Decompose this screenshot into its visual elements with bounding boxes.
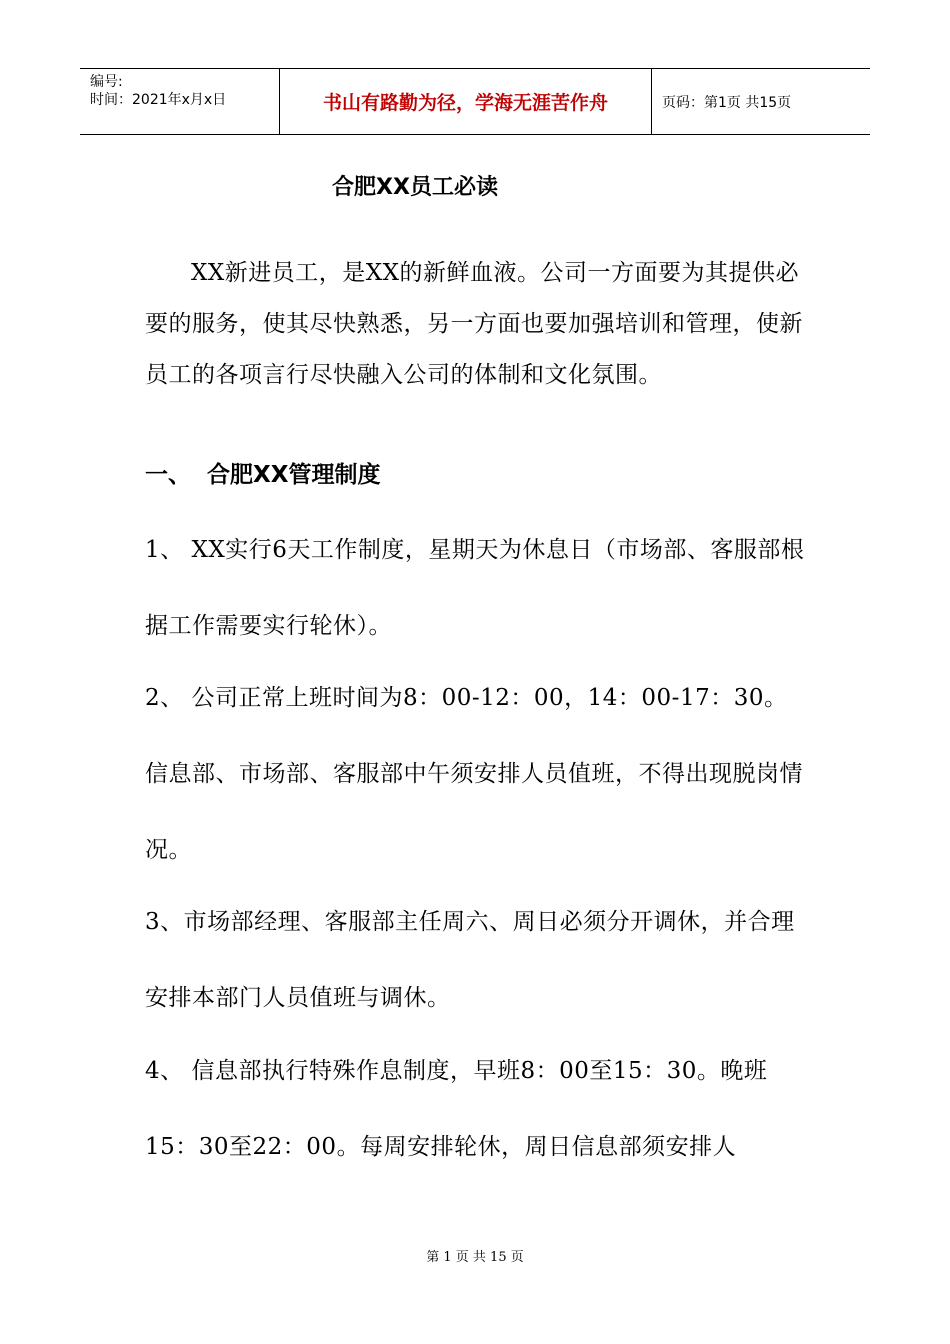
rule-item-3: 3、市场部经理、客服部主任周六、周日必须分开调休，并合理安排本部门人员值班与调休。 <box>145 909 795 1011</box>
rule-item-1: 1、 XX实行6天工作制度，星期天为休息日（市场部、客服部根据工作需要实行轮休）。 <box>145 537 805 639</box>
section-heading <box>145 456 380 489</box>
page-footer: 第 1 页 共 15 页 <box>426 1250 524 1265</box>
section-number: 一、 <box>145 462 191 488</box>
page-header <box>80 68 870 135</box>
time-label: 时间：2021年x月x日 <box>90 92 227 108</box>
header-meta <box>80 69 280 134</box>
section-title: 合肥XX管理制度 <box>207 462 381 488</box>
header-motto: 书山有路勤为径，学海无涯苦作舟 <box>280 69 652 134</box>
rule-item-2: 2、 公司正常上班时间为8：00-12：00，14：00-17：30。信息部、市场部、客服部中午须安排人员值班，不得出现脱岗情况。 <box>145 685 803 863</box>
intro-paragraph: XX新进员工，是XX的新鲜血液。公司一方面要为其提供必要的服务，使其尽快熟悉，另一方面也要加强培训和管理，使新员工的各项言行尽快融入公司的体制和文化氛围。 <box>145 260 803 388</box>
number-label: 编号: <box>90 74 123 90</box>
rule-item-4: 4、 信息部执行特殊作息制度，早班8：00至15：30。晚班15：30至22：00。每周安排轮休，周日信息部须安排人 <box>145 1058 768 1160</box>
document-title: 合肥XX员工必读 <box>332 175 498 200</box>
header-page-label: 页码：第1页 共15页 <box>662 94 792 111</box>
